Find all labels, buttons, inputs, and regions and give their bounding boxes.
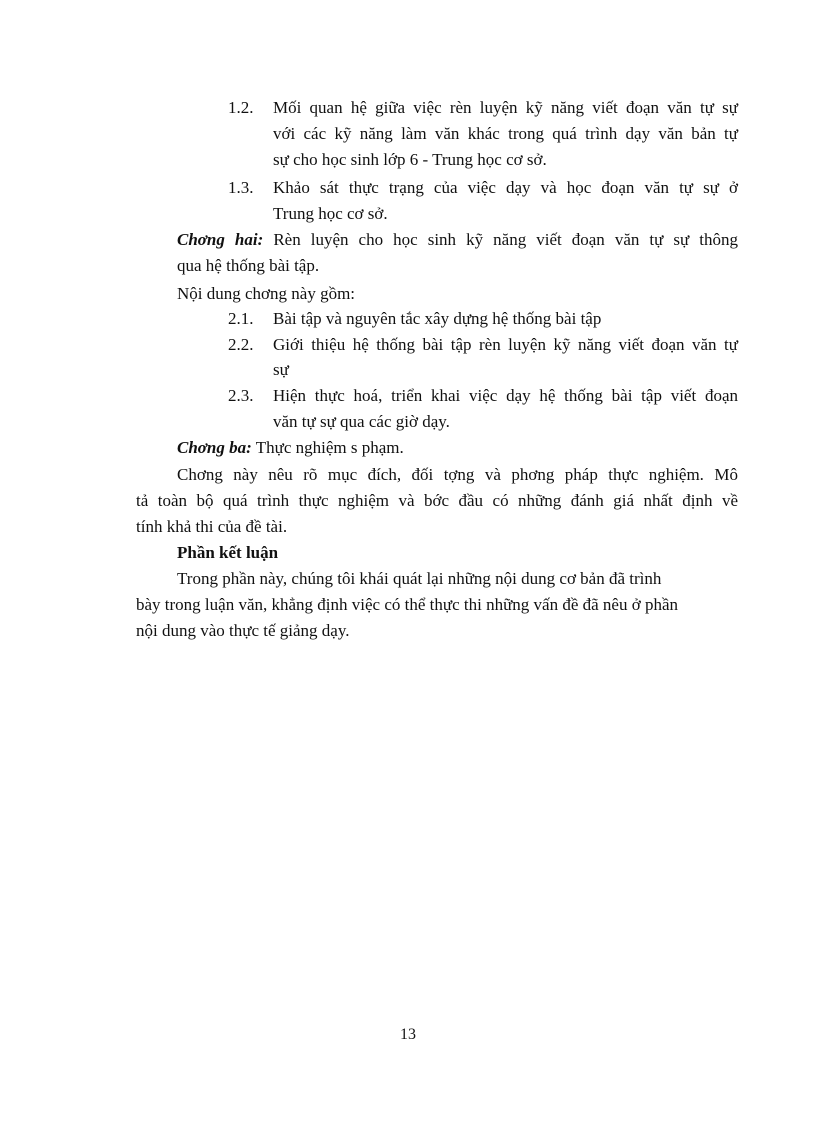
item-number: 2.2. (228, 335, 254, 354)
chapter-two-line (177, 228, 738, 252)
item-number: 2.1. (228, 309, 254, 328)
chapter-two-intro: Nội dung chơng này gồm: (177, 284, 356, 303)
chapter-three-label: Chơng ba: (177, 438, 252, 457)
chapter-two-text-cont: qua hệ thống bài tập. (177, 256, 320, 275)
conclusion-line: Trong phần này, chúng tôi khái quát lại những nội dung cơ bản đã trình (177, 569, 662, 588)
chapter-three-text: Thực nghiệm s phạm. (255, 438, 404, 457)
chapter-three-para-line: tính khả thi của đề tài. (136, 517, 288, 536)
chapter-three-para-line: Chơng này nêu rõ mục đích, đối tợng và phơng pháp thực nghiệm. Mô (177, 465, 738, 484)
chapter-three-line (177, 436, 404, 460)
chapter-three-para-line: tả toàn bộ quá trình thực nghiệm và bớc đầu có những đánh giá nhất định về (136, 491, 738, 510)
item-text-line: Hiện thực hoá, triển khai việc dạy hệ thống bài tập viết đoạn (273, 386, 738, 405)
item-text-line: Giới thiệu hệ thống bài tập rèn luyện kỹ năng viết đoạn văn tự (273, 335, 738, 354)
item-text-line: Mối quan hệ giữa việc rèn luyện kỹ năng viết đoạn văn tự sự (273, 98, 738, 117)
item-text-line: với các kỹ năng làm văn khác trong quá trình dạy văn bản tự (273, 124, 738, 143)
item-number: 1.3. (228, 178, 254, 197)
item-number: 1.2. (228, 98, 254, 117)
item-text-line: văn tự sự qua các giờ dạy. (273, 412, 450, 431)
conclusion-heading: Phần kết luận (177, 543, 279, 562)
conclusion-line: bày trong luận văn, khẳng định việc có thể thực thi những vấn đề đã nêu ở phần (136, 595, 678, 614)
item-text-line: Khảo sát thực trạng của việc dạy và học đoạn văn tự sự ở (273, 178, 738, 197)
item-text-line: Trung học cơ sở. (273, 204, 388, 223)
item-text-line: sự (273, 360, 289, 379)
item-text-line: sự cho học sinh lớp 6 - Trung học cơ sở. (273, 150, 547, 169)
item-number: 2.3. (228, 386, 254, 405)
chapter-two-label: Chơng hai: (177, 230, 264, 249)
conclusion-line: nội dung vào thực tế giảng dạy. (136, 621, 350, 640)
item-text-line: Bài tập và nguyên tắc xây dựng hệ thống bài tập (273, 309, 602, 328)
page-number: 13 (400, 1026, 416, 1043)
chapter-two-text: Rèn luyện cho học sinh kỹ năng viết đoạn văn tự sự thông (273, 230, 739, 249)
